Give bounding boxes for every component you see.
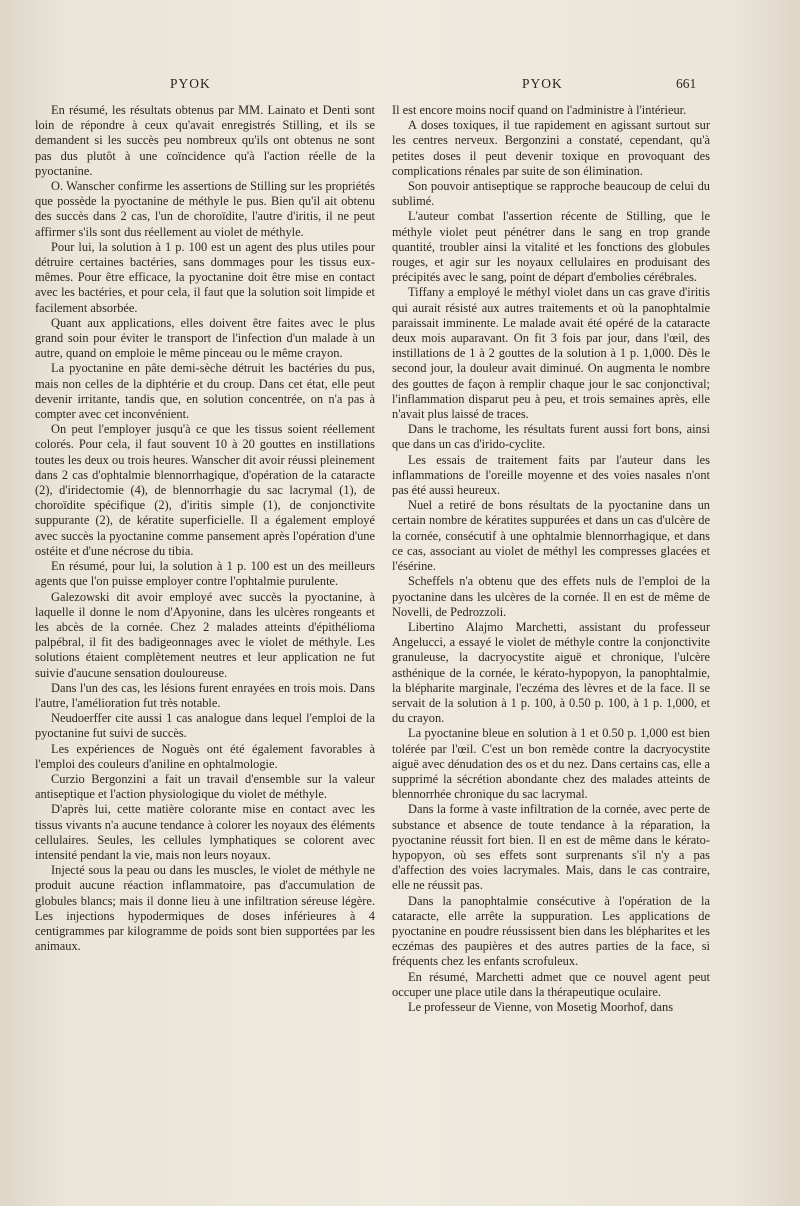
paragraph: Quant aux applications, elles doivent être faites avec le plus grand soin pour éviter le transport de l'infection d'un malade à un autre, quand on emploie le même pinceau ou le même crayon. — [35, 315, 375, 361]
paragraph: Dans l'un des cas, les lésions furent enrayées en trois mois. Dans l'autre, l'amélioration fut très notable. — [35, 680, 375, 710]
paragraph: En résumé, pour lui, la solution à 1 p. 100 est un des meilleurs agents que l'on puisse employer contre l'ophtalmie purulente. — [35, 559, 375, 589]
paragraph: Pour lui, la solution à 1 p. 100 est un agent des plus utiles pour détruire certaines bactéries, sans dommages pour les tissus eux-mêmes. Pour être efficace, la pyoctanine doit être mise en contact avec les bactéries, et pour cela, il faut que la solution soit limpide et facilement absorbée. — [35, 239, 375, 315]
paragraph: En résumé, Marchetti admet que ce nouvel agent peut occuper une place utile dans la thérapeutique oculaire. — [392, 969, 710, 999]
paragraph: En résumé, les résultats obtenus par MM. Lainato et Denti sont loin de répondre à ceux qu'avait enregistrés Stilling, et ils se demandent si les succès peu nombreux qu'ils ont obtenus ne sont pas dus plutôt à une coïncidence qu'à l'action réelle de la pyoctanine. — [35, 103, 375, 178]
right-column — [392, 103, 710, 1015]
paragraph: Il est encore moins nocif quand on l'administre à l'intérieur. — [392, 103, 687, 117]
running-head-left: PYOK — [170, 76, 211, 91]
paragraph: Scheffels n'a obtenu que des effets nuls de l'emploi de la pyoctanine dans les ulcères de la cornée. Il en est de même de Novelli, de Pedrozzoli. — [392, 574, 710, 619]
paragraph: Libertino Alajmo Marchetti, assistant du professeur Angelucci, a essayé le violet de méthyle contre la conjonctivite granuleuse, la dacryocystite aiguë et chronique, l'ulcère asthénique de la cornée, le kérato-hypopyon, la panophtalmie, la blépharite marginale, l'eczéma des lèvres et de la face. Il se servait de la solution à 1 p. 100, à 0.50 p. 100, à 1 p. 1,000, et du crayon. — [392, 619, 710, 726]
paragraph: D'après lui, cette matière colorante mise en contact avec les tissus vivants n'a aucune tendance à colorer les noyaux des éléments cellulaires. Seules, les cellules lymphatiques se colorent avec intensité pendant la vie, mais non leurs noyaux. — [35, 802, 375, 862]
left-column — [35, 103, 375, 954]
paragraph: Dans la panophtalmie consécutive à l'opération de la cataracte, elle arrête la suppuration. Les applications de pyoctanine en poudre réussissent bien dans les blépharites et les eczémas des paupières et des autres parties de la face, si fréquents chez les enfants scrofuleux. — [392, 893, 710, 969]
paragraph: Son pouvoir antiseptique se rapproche beaucoup de celui du sublimé. — [392, 179, 710, 209]
page-number: 661 — [676, 76, 697, 91]
paragraph: Galezowski dit avoir employé avec succès la pyoctanine, à laquelle il donne le nom d'Apyonine, dans les ulcères rongeants et les abcès de la cornée. Chez 2 malades atteints d'épithélioma palpébral, il fit des badigeonnages avec le violet de méthyle. Les solutions étaient complètement neutres et leur application ne fut suivie d'aucune sensation douloureuse. — [35, 589, 375, 680]
paragraph: A doses toxiques, il tue rapidement en agissant surtout sur les centres nerveux. Bergonzini a constaté, cependant, qu'à petites doses il peut devenir toxique en provoquant des complications rénales par suite de son élimination. — [392, 118, 710, 178]
paragraph: On peut l'employer jusqu'à ce que les tissus soient réellement colorés. Pour cela, il faut souvent 10 à 20 gouttes en instillations toutes les deux ou trois heures. Wanscher dit avoir réussi pleinement dans 2 cas d'ophtalmie blennorrhagique, d'opération de la cataracte (2), d'iridectomie (4), de blennorrhagie du sac lacrymal (1), de choroïdite spécifique (2), d'iritis simple (1), de conjonctivite suppurante (2), de kératite superficielle. Il a également employé avec succès la pyoctanine comme pansement après l'opération d'une ostéite et d'une nécrose du tibia. — [35, 422, 375, 558]
paragraph: Tiffany a employé le méthyl violet dans un cas grave d'iritis qui aurait résisté aux autres traitements et où la panophtalmie paraissait imminente. Le malade avait été opéré de la cataracte deux mois auparavant. On fit 3 fois par jour, dans l'œil, des instillations de 1 à 2 gouttes de la solution à 1 p. 1,000. Dès le second jour, la douleur avait diminué. On augmenta le nombre des gouttes de façon à remplir chaque jour le sac conjonctival; l'inflammation disparut peu à peu, et trois semaines après, elle n'avait plus laissé de traces. — [392, 285, 710, 422]
paragraph: Curzio Bergonzini a fait un travail d'ensemble sur la valeur antiseptique et l'action physiologique du violet de méthyle. — [35, 771, 375, 802]
paragraph: Nuel a retiré de bons résultats de la pyoctanine dans un certain nombre de kératites suppurées et dans un cas d'ulcère de la cornée, consécutif à une ophtalmie blennorrhagique, et dans ce cas, associant au violet de méthyl les compresses glacées et l'ésérine. — [392, 498, 710, 574]
paragraph: Le professeur de Vienne, von Mosetig Moorhof, dans — [408, 999, 674, 1014]
paragraph: Neudoerffer cite aussi 1 cas analogue dans lequel l'emploi de la pyoctanine fut suivi de succès. — [35, 711, 375, 741]
paragraph: La pyoctanine bleue en solution à 1 et 0.50 p. 1,000 est bien tolérée par l'œil. C'est un bon remède contre la dacryocystite aiguë avec dénudation des os et du nez. Dans certains cas, elle a supprimé la sécrétion abondante chez des malades atteints de blennorrhée chronique du sac lacrymal. — [392, 726, 710, 802]
paragraph: L'auteur combat l'assertion récente de Stilling, que le méthyle violet peut pénétrer dans le sang en trop grande quantité, troubler ainsi la vitalité et les fonctions des globules rouges, et agir sur les noyaux cellulaires en produisant des précipités avec le sang, point de départ d'embolies cérébrales. — [392, 209, 710, 285]
paragraph: Injecté sous la peau ou dans les muscles, le violet de méthyle ne produit aucune réaction inflammatoire, pas d'accumulation de globules blancs; mais il donne lieu à une infiltration séreuse légère. Les injections hypodermiques de doses inférieures à 4 centigrammes par kilogramme de poids sont bien supportées par les animaux. — [35, 863, 375, 954]
paragraph: Les expériences de Noguès ont été également favorables à l'emploi des couleurs d'aniline en ophtalmologie. — [35, 741, 375, 771]
paragraph: Les essais de traitement faits par l'auteur dans les inflammations de l'oreille moyenne et des voies nasales n'ont pas été aussi heureux. — [392, 452, 710, 498]
paragraph: Dans la forme à vaste infiltration de la cornée, avec perte de substance et absence de toute tendance à la réparation, la pyoctanine réussit fort bien. Il en est de même dans le kérato-hypopyon, où ses effets sont surprenants s'il n'y a pas d'affection des voies lacrymales. Mais, dans le cas contraire, elle ne réussit pas. — [392, 802, 710, 893]
running-head-right: PYOK — [522, 76, 563, 91]
paragraph: Dans le trachome, les résultats furent aussi fort bons, ainsi que dans un cas d'irido-cyclite. — [392, 422, 710, 452]
paragraph: O. Wanscher confirme les assertions de Stilling sur les propriétés que possède la pyoctanine de méthyle le pus. Bien qu'il ait obtenu des succès dans 2 cas, l'un de choroïdite, l'autre d'iritis, il ne peut affirmer s'ils sont dus réellement au violet de méthyle. — [35, 179, 375, 239]
paragraph: La pyoctanine en pâte demi-sèche détruit les bactéries du pus, mais non celles de la diphtérie et du croup. Dans cet état, elle peut devenir irritante, tandis que, en solution concentrée, on n'a pas à compter avec cet inconvénient. — [35, 361, 375, 422]
